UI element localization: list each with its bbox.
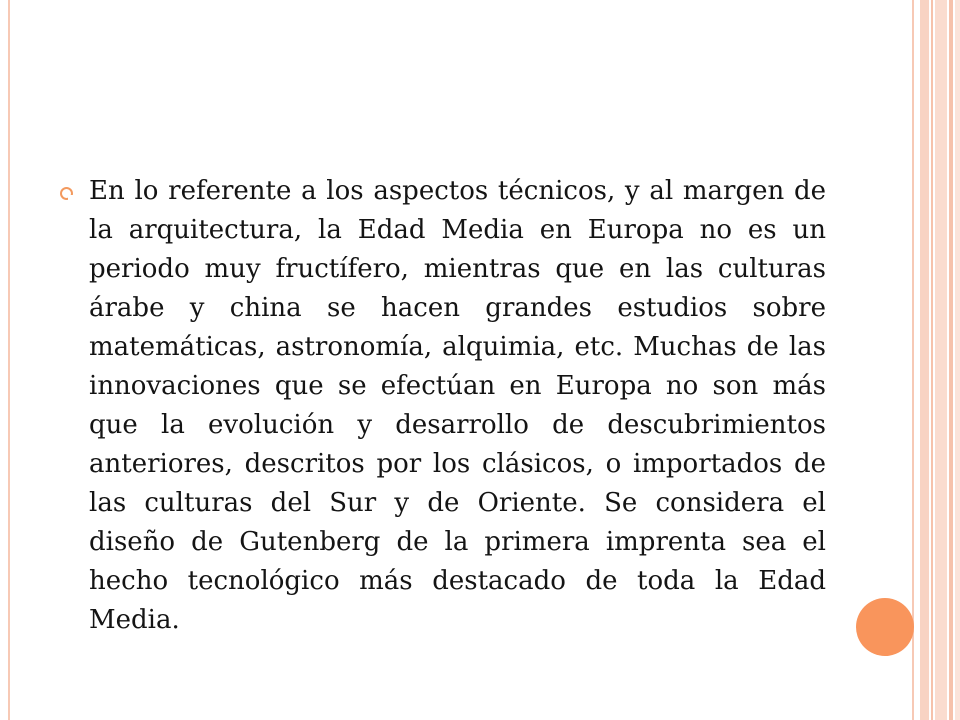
bullet-text: En lo referente a los aspectos técnicos, y al margen de la arquitectura, la Edad Media en Europa no es un periodo muy fructífero, mientras que en las culturas árabe y china se hacen grandes estudios sobre matemáticas, astronomía, alquimia, etc. Muchas de las innovaciones que se efectúan en Europa no son más que la evolución y desarrollo de descubrimientos anteriores, descritos por los clásicos, o importados de las culturas del Sur y de Oriente. Se considera el diseño de Gutenberg de la primera imprenta sea el hecho tecnológico más destacado de toda la Edad Media. [89, 176, 826, 635]
decorative-stripe [935, 0, 947, 720]
bullet-item [60, 172, 826, 640]
hollow-circle-bullet-icon [60, 187, 73, 200]
decorative-stripe [931, 0, 933, 720]
decorative-stripe [949, 0, 953, 720]
slide-content [60, 172, 826, 640]
decorative-stripe [920, 0, 929, 720]
decorative-stripe [955, 0, 960, 720]
decorative-circle [856, 598, 914, 656]
